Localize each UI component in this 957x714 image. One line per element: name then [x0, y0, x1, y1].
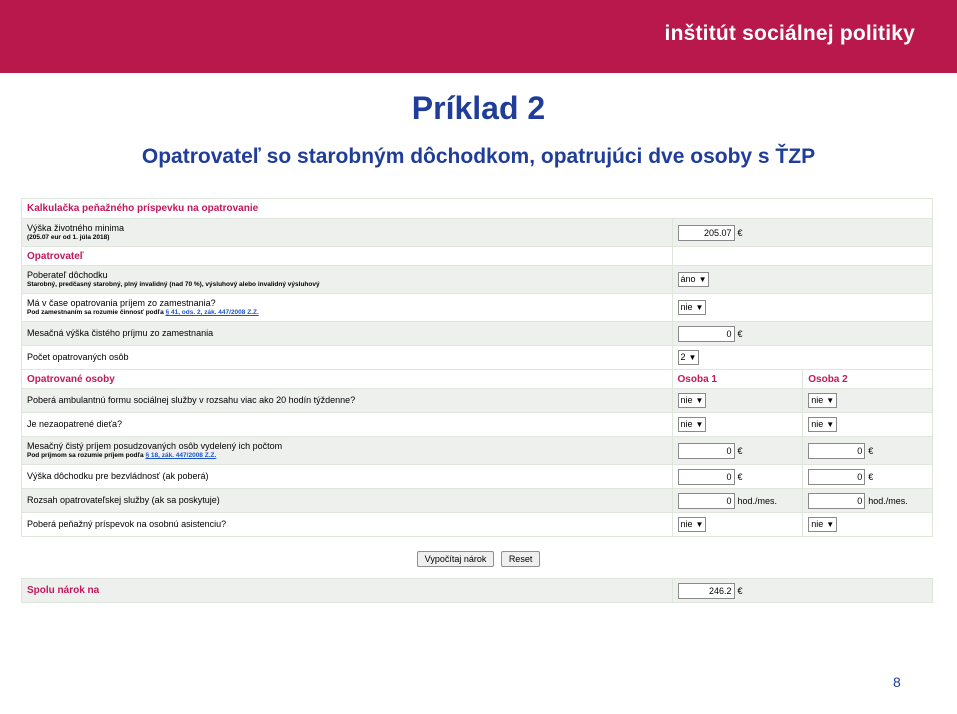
chevron-down-icon: ▼ — [826, 420, 835, 429]
cared-persons-section-row — [22, 370, 933, 389]
persons-count-label: Počet opatrovaných osôb — [27, 352, 129, 362]
monthly-net-income-label: Mesačný čistý príjem posudzovaných osôb vydelený ich počtom — [27, 441, 283, 451]
personal-assistance-label: Poberá peňažný príspevok na osobnú asistenciu? — [27, 519, 227, 529]
care-scope-input-person1[interactable]: 0 — [678, 493, 735, 509]
dependent-child-select-person2[interactable]: nie ▼ — [808, 417, 837, 432]
total-label: Spolu nárok na — [27, 585, 100, 596]
helplessness-pension-row — [22, 465, 933, 489]
dependent-child-label: Je nezaopatrené dieťa? — [27, 419, 122, 429]
caregiver-section-title: Opatrovateľ — [27, 250, 84, 262]
hours-unit: hod./mes. — [737, 495, 778, 506]
care-scope-input-person2[interactable]: 0 — [808, 493, 865, 509]
hours-unit: hod./mes. — [868, 495, 908, 506]
helplessness-pension-label: Výška dôchodku pre bezvládnosť (ak poberá) — [27, 471, 209, 481]
calculator-table — [21, 198, 933, 537]
chevron-down-icon: ▼ — [826, 396, 835, 405]
pension-recipient-note: Starobný, predčasný starobný, plný invalidný (nad 70 %), výsluhový alebo invalidný výsluhový — [27, 281, 320, 288]
employment-law-link[interactable]: § 41, ods. 2, zák. 447/2008 Z.Z. — [165, 309, 259, 316]
net-income-input[interactable]: 0 — [678, 326, 735, 342]
chevron-down-icon: ▼ — [688, 353, 697, 362]
chevron-down-icon: ▼ — [695, 420, 704, 429]
dependent-child-row — [22, 413, 933, 437]
care-scope-row — [22, 489, 933, 513]
persons-count-row — [22, 346, 933, 370]
employment-income-row — [22, 294, 933, 322]
calculator-header-row — [22, 199, 933, 219]
chevron-down-icon: ▼ — [695, 396, 704, 405]
chevron-down-icon: ▼ — [695, 520, 704, 529]
personal-assistance-select-person1[interactable]: nie ▼ — [678, 517, 707, 532]
income-law-link[interactable]: § 18, zák. 447/2008 Z.Z. — [145, 452, 217, 459]
monthly-net-income-input-person2[interactable]: 0 — [808, 443, 865, 459]
slide-subtitle: Opatrovateľ so starobným dôchodkom, opatrujúci dve osoby s ŤZP — [141, 145, 816, 168]
net-income-label: Mesačná výška čistého príjmu zo zamestnania — [27, 328, 214, 338]
pension-recipient-label: Poberateľ dôchodku — [27, 270, 108, 280]
total-table — [21, 578, 933, 603]
euro-unit: € — [868, 445, 874, 456]
euro-unit: € — [737, 471, 743, 482]
pension-recipient-select[interactable]: áno ▼ — [678, 272, 710, 287]
reset-button[interactable]: Reset — [501, 551, 541, 567]
total-section — [21, 578, 933, 603]
euro-unit: € — [737, 328, 743, 339]
subsistence-minimum-input[interactable]: 205.07 — [678, 225, 735, 241]
euro-unit: € — [737, 585, 743, 596]
helplessness-pension-input-person2[interactable]: 0 — [808, 469, 865, 485]
ambulatory-service-select-person2[interactable]: nie ▼ — [808, 393, 837, 408]
subsistence-minimum-label: Výška životného minima — [27, 223, 125, 233]
calculator-title: Kalkulačka peňažného príspevku na opatrovanie — [27, 203, 259, 214]
person2-header: Osoba 2 — [808, 373, 848, 385]
chevron-down-icon: ▼ — [698, 275, 707, 284]
calculate-button[interactable]: Vypočítaj nárok — [417, 551, 495, 567]
ambulatory-service-row — [22, 389, 933, 413]
personal-assistance-row — [22, 513, 933, 537]
helplessness-pension-input-person1[interactable]: 0 — [678, 469, 735, 485]
employment-income-note: Pod zamestnaním sa rozumie činnosť podľa — [27, 309, 166, 316]
personal-assistance-select-person2[interactable]: nie ▼ — [808, 517, 837, 532]
ambulatory-service-label: Poberá ambulantnú formu sociálnej služby v rozsahu viac ako 20 hodín týždenne? — [27, 395, 356, 405]
monthly-net-income-row — [22, 437, 933, 465]
calculator-form — [21, 198, 933, 537]
employment-income-label: Má v čase opatrovania príjem zo zamestnania? — [27, 298, 216, 308]
page-number: 8 — [893, 674, 901, 690]
subsistence-minimum-row — [22, 219, 933, 247]
slide-title: Príklad 2 — [411, 90, 546, 126]
euro-unit: € — [868, 471, 874, 482]
monthly-net-income-note: Pod príjmom sa rozumie príjem podľa — [27, 452, 146, 459]
chevron-down-icon: ▼ — [826, 520, 835, 529]
cared-persons-section-title: Opatrované osoby — [27, 373, 115, 385]
employment-income-select[interactable]: nie ▼ — [678, 300, 707, 315]
euro-unit: € — [737, 227, 743, 238]
euro-unit: € — [737, 445, 743, 456]
net-income-row — [22, 322, 933, 346]
ambulatory-service-select-person1[interactable]: nie ▼ — [678, 393, 707, 408]
org-name: inštitút sociálnej politiky — [664, 22, 915, 45]
chevron-down-icon: ▼ — [695, 303, 704, 312]
dependent-child-select-person1[interactable]: nie ▼ — [678, 417, 707, 432]
form-buttons — [0, 549, 957, 567]
person1-header: Osoba 1 — [677, 373, 717, 385]
care-scope-label: Rozsah opatrovateľskej služby (ak sa poskytuje) — [27, 495, 220, 505]
header-banner — [0, 0, 957, 73]
total-row — [22, 579, 933, 603]
caregiver-section-row — [22, 247, 933, 266]
monthly-net-income-input-person1[interactable]: 0 — [678, 443, 735, 459]
total-value: 246.2 — [678, 583, 735, 599]
pension-recipient-row — [22, 266, 933, 294]
persons-count-select[interactable]: 2 ▼ — [678, 350, 700, 365]
subsistence-minimum-note: (205.07 eur od 1. júla 2018) — [27, 234, 110, 241]
